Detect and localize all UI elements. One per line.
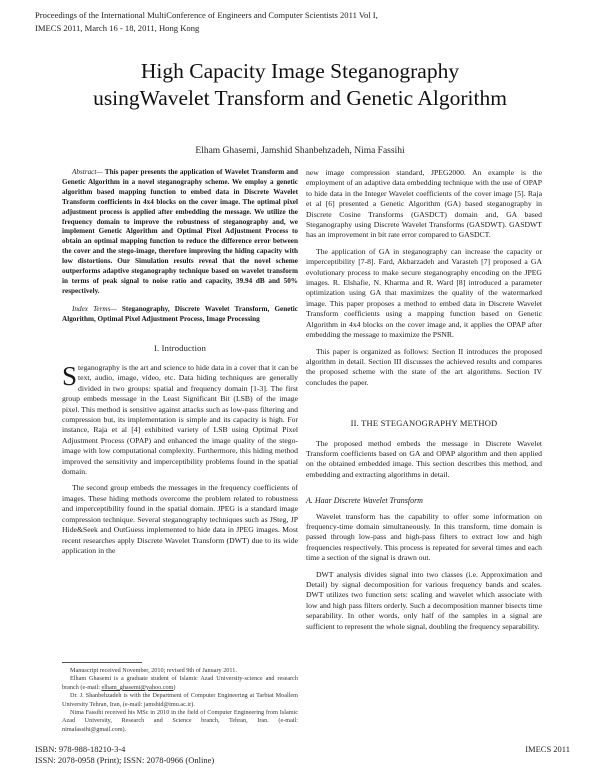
index-terms-label: Index Terms— [72,304,117,313]
section-heading-introduction: I. Introduction [153,342,207,353]
footnote-author-1-text: Elham Ghasemi is a graduate student of Islamic Azad University-science and research branch (e-mail: [62,675,298,691]
index-terms [62,305,298,325]
footnote-manuscript: Manuscript received November, 2010; revised 9th of January 2011. [70,667,237,674]
intro-paragraph-5: This paper is organized as follows: Section II introduces the proposed algorithm in detail. Section III discusses the achieved results and compares the proposed scheme with the state of the art algorithms. Section IV concludes the paper. [306,346,542,387]
abstract-label: Abstract— [72,168,103,176]
footer-identifiers [35,744,214,766]
right-column [306,168,542,638]
left-column [62,168,298,562]
title-line-1: High Capacity Image Steganography [140,59,460,83]
haar-paragraph-1: Wavelet transform has the capability to offer some information on frequency-time domain simultaneously. In this transform, time domain is passed through low-pass and high-pass filters to extract low and high frequencies respectively. This process is repeated for several times and each time a section of the signal is drawn out. [306,511,542,563]
intro-paragraph-4: The application of GA in steganography can increase the capacity or imperceptibility [7-8]. Fard, Akbarzadeh and Varasteh [7] proposed a GA evolutionary process to make secure steganography encoding on the JPEG images. R. Elshafie, N. Kharma and R. Ward [8] introduced a parameter optimization using GA that maximizes the quality of the watermarked image. This paper proposes a method to embed data in Discrete Wavelet Transform coefficients using a mapping function based on Genetic Algorithm in 4x4 blocks on the cover image and, it applies the OPAP after embedding the message to maximize the PSNR. [306,246,542,340]
footer-conference: IMECS 2011 [525,744,570,754]
drop-cap: S [62,361,78,391]
footnote-author-2: Dr. J. Shanbehzadeh is with the Department of Computer Engineering at Tarbiat Moallem University Tehran, Iran, (e-mail: jamshid@tmu.ac.ir). [62,692,298,708]
paper-title [60,58,540,112]
footnote-rule [62,662,142,663]
footnote-author-1 [62,675,298,692]
subsection-heading-haar: A. Haar Discrete Wavelet Transform [306,496,423,506]
intro-paragraph-3: new image compression standard, JPEG2000. An example is the employment of an adaptive data embedding technique with the use of OPAP to hide data in the Integer Wavelet coefficients of the cover image [5]. Raja et al [6] presented a Genetic Algorithm (GA) based steganography in Discrete Cosine Transforms (GASDCT) domain and, GA based Steganography using Discrete Wavelet Transforms (GASDWT). GASDWT has an improvement in bit rate error compared to GASDCT. [306,168,542,240]
footer-isbn: ISBN: 978-988-18210-3-4 [35,744,126,754]
author-email-link[interactable]: elham_ghasemi@yahoo.com [101,683,174,691]
footer-issn: ISSN: 2078-0958 (Print); ISSN: 2078-0966 (Online) [35,755,215,765]
title-line-2: usingWavelet Transform and Genetic Algorithm [93,86,507,110]
footnotes [62,662,298,734]
intro-paragraph-1 [62,363,298,477]
proceedings-header [35,9,575,35]
authors: Elham Ghasemi, Jamshid Shanbehzadeh, Nima Fassihi [195,146,405,156]
footnote-author-1-end: ) [173,683,176,691]
index-terms-text: Steganography, Discrete Wavelet Transform, Genetic Algorithm, Optimal Pixel Adjustment Process, Image Processing [62,304,298,323]
header-line-2: IMECS 2011, March 16 - 18, 2011, Hong Kong [35,23,200,33]
header-line-1: Proceedings of the International MultiConference of Engineers and Computer Scientists 2011 Vol I, [35,10,378,20]
abstract [62,168,298,297]
footnote-author-3: Nima Fassihi received his MSc in 2010 in the field of Computer Engineering from Islamic Azad University, Research and Science branch, Tehran, Iran. (e-mail: nimafassihi@gmail.com). [62,709,298,733]
haar-paragraph-2: DWT analysis divides signal into two classes (i.e. Approximation and Detail) by signal decomposition for various frequency bands and scales. DWT utilizes two function sets: scaling and wavelet which associate with low and high pass filters orderly. Such a decomposition manner bisects time separability. In other words, only half of the samples in a signal are sufficient to represent the whole signal, doubling the frequency separability. [306,569,542,631]
intro-paragraph-2: The second group embeds the messages in the frequency coefficients of images. These hiding methods overcome the problem related to robustness and imperceptibility found in the spatial domain. JPEG is a standard image compression technique. Several steganography techniques such as JSteg, JP Hide&Seek and OutGuess implemented to hide data in JPEG images. Most recent researches apply Discrete Wavelet Transform (DWT) due to its wide application in the [62,483,298,555]
intro-paragraph-1-text: teganography is the art and science to hide data in a cover that it can be text, audio, image, video, etc. Data hiding techniques are generally divided in two groups: spatial and frequency domain [1-3]. The first group embeds message in the Least Significant Bit (LSB) of the image pixel. This method is sensitive against attacks such as low-pass filtering and compression but, its implementation is simple and its capacity is high. For instance, Raja et al [4] exhibited variety of LSB using Optimal Pixel Adjustment Process (OPAP) and enhanced the image quality of the stego-image with low computational complexity. Furthermore, this hiding method improved the sensitivity and imperceptibility problems found in the spatial domain. [62,363,298,477]
method-paragraph-1: The proposed method embeds the message in Discrete Wavelet Transform coefficients based on GA and OPAP algorithm and then applied on the obtained embedded image. This section describes this method, and embedding and extracting algorithms in detail. [306,438,542,479]
abstract-text: This paper presents the application of Wavelet Transform and Genetic Algorithm in a novel steganography scheme. We employ a genetic algorithm based mapping function to embed data in Discrete Wavelet Transform coefficients in 4x4 blocks on the cover image. The optimal pixel adjustment process is applied after embedding the message. We utilize the frequency domain to improve the robustness of steganography and, we implement Genetic Algorithm and Optimal Pixel Adjustment Process to obtain an optimal mapping function to reduce the difference error between the cover and the stego-image, therefore improving the hiding capacity with low distortions. Our Simulation results reveal that the novel scheme outperforms adaptive steganography technique based on wavelet transform in terms of peak signal to noise ratio and capacity, 39.94 dB and 50% respectively. [62,168,298,295]
section-heading-method: II. THE STEGANOGRAPHY METHOD [350,418,498,429]
